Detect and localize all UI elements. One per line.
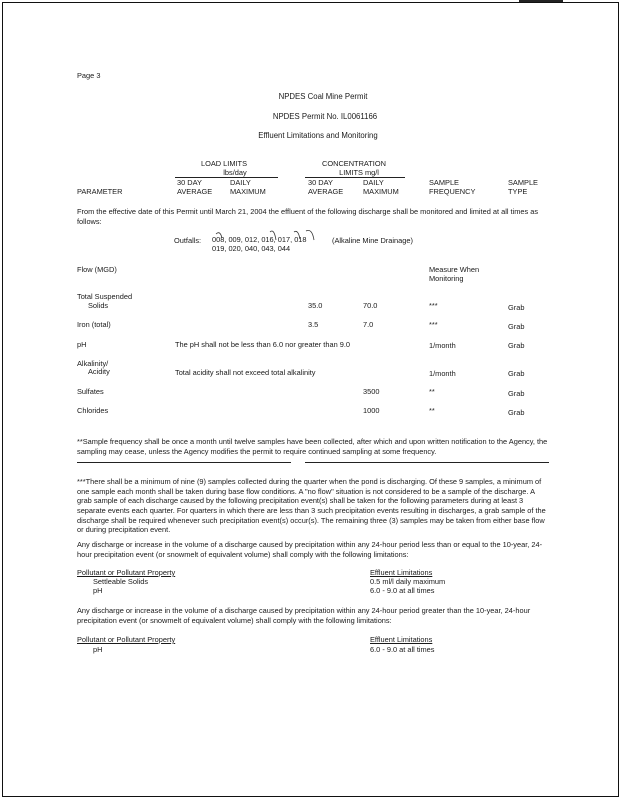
row-alkalinity-frequency: 1/month [429,369,456,378]
table2-limitations-header: Effluent Limitations [370,635,433,644]
row-tss-maximum: 70.0 [363,301,378,310]
row-iron-frequency: *** [429,320,438,329]
row-iron-maximum: 7.0 [363,320,374,329]
footnote-two-star: **Sample frequency shall be once a month until twelve samples have been collected, after which and upon written notification to the Agency, the sampling may cease, unless the Agency modifies the permit to require continued sampling at some frequency. [77,437,548,456]
load-daily-header: DAILY [230,178,251,187]
parameter-header: PARAMETER [77,187,123,196]
precipitation-greater-text: Any discharge or increase in the volume of a discharge caused by precipitation within any 24-hour period greater than the 10-year, 24-hour precipitation event (or snowmelt of equivalent volume) shall comply with the following limitations: [77,606,531,625]
footnote-three-star: ***There shall be a minimum of nine (9) samples collected during the quarter when the pond is discharging. Of these 9 samples, a minimum of one sample each month shall be taken during base flow conditions. A "no flow" situation is not considered to be a sample of the discharge. A grab sample of each discharge caused by the following precipitation event(s) shall be taken for the following parameters during at least 3 separate events each quarter. For quarters in which there are less than 3 such precipitation events resulting in discharges, a grab sample of the discharge shall be required whenever such precipitation event(s) occur(s). The remaining three (3) samples may be taken from either base flow or during precipitation event. [77,477,546,535]
row-ph-type: Grab [508,341,525,350]
scan-mark [519,0,563,2]
outfalls-label: Outfalls: [174,236,202,245]
row-sulfates-maximum: 3500 [363,387,380,396]
table1-row-pollutant: Settleable Solids [93,577,149,586]
page-label: Page 3 [77,71,101,80]
footnote-rule-left [77,462,291,463]
row-chlorides-frequency: ** [429,406,435,415]
row-tss-average: 35.0 [308,301,323,310]
sample-type-header-2: TYPE [508,187,528,196]
row-alkalinity-parameter-1: Alkalinity/ [77,359,109,368]
row-alkalinity-type: Grab [508,369,525,378]
row-flow-frequency-1: Measure When [429,265,480,274]
footnote-rule-right [305,462,549,463]
row-tss-type: Grab [508,303,525,312]
table1-limitations-header: Effluent Limitations [370,568,433,577]
row-alkalinity-parameter-2: Acidity [88,367,110,376]
conc-maximum-header: MAXIMUM [363,187,399,196]
sample-frequency-header-1: SAMPLE [429,178,459,187]
precipitation-less-text: Any discharge or increase in the volume of a discharge caused by precipitation within any 24-hour period less than or equal to the 10-year, 24-hour precipitation event (or snowmelt of equivalent volume) shall comply with the following limitations: [77,540,543,559]
row-ph-parameter: pH [77,340,87,349]
row-chlorides-maximum: 1000 [363,406,380,415]
section-title: Effluent Limitations and Monitoring [258,131,378,140]
concentration-header: CONCENTRATION [322,159,386,168]
outfalls-note: (Alkaline Mine Drainage) [332,236,413,245]
row-iron-type: Grab [508,322,525,331]
outfalls-line-1: 008, 009, 012, 016, 017, 018 [212,235,307,244]
intro-text: From the effective date of this Permit until March 21, 2004 the effluent of the following discharge shall be monitored and limited at all times as follows: [77,207,539,226]
table2-row-limitation: 6.0 - 9.0 at all times [370,645,435,654]
handwritten-marks [208,228,328,256]
sample-type-header-1: SAMPLE [508,178,538,187]
load-limits-header: LOAD LIMITS [201,159,247,168]
permit-number: NPDES Permit No. IL0061166 [272,112,378,121]
table1-pollutant-header: Pollutant or Pollutant Property [77,568,176,577]
table1-row-limitation: 0.5 ml/l daily maximum [370,577,446,586]
sample-frequency-header-2: FREQUENCY [429,187,476,196]
load-units-header: lbs/day [223,168,247,177]
table1-row-pollutant: pH [93,586,103,595]
concentration-units-header: LIMITS mg/l [339,168,379,177]
table2-pollutant-header: Pollutant or Pollutant Property [77,635,176,644]
row-flow-frequency-2: Monitoring [429,274,464,283]
table2-row-pollutant: pH [93,645,103,654]
load-30day-header: 30 DAY [177,178,202,187]
row-chlorides-parameter: Chlorides [77,406,109,415]
row-tss-frequency: *** [429,301,438,310]
conc-average-header: AVERAGE [308,187,344,196]
row-tss-parameter-2: Solids [88,301,109,310]
row-ph-frequency: 1/month [429,341,456,350]
conc-daily-header: DAILY [363,178,384,187]
row-chlorides-type: Grab [508,408,525,417]
row-ph-text: The pH shall not be less than 6.0 nor greater than 9.0 [175,340,351,349]
row-sulfates-type: Grab [508,389,525,398]
row-sulfates-parameter: Sulfates [77,387,104,396]
table1-row-limitation: 6.0 - 9.0 at all times [370,586,435,595]
outfalls-line-2: 019, 020, 040, 043, 044 [212,244,291,253]
row-iron-parameter: Iron (total) [77,320,111,329]
document-title: NPDES Coal Mine Permit [278,92,368,101]
row-sulfates-frequency: ** [429,387,435,396]
row-flow-parameter: Flow (MGD) [77,265,117,274]
row-tss-parameter-1: Total Suspended [77,292,133,301]
load-average-header: AVERAGE [177,187,213,196]
row-iron-average: 3.5 [308,320,319,329]
row-alkalinity-text: Total acidity shall not exceed total alkalinity [175,368,316,377]
load-maximum-header: MAXIMUM [230,187,266,196]
conc-30day-header: 30 DAY [308,178,333,187]
